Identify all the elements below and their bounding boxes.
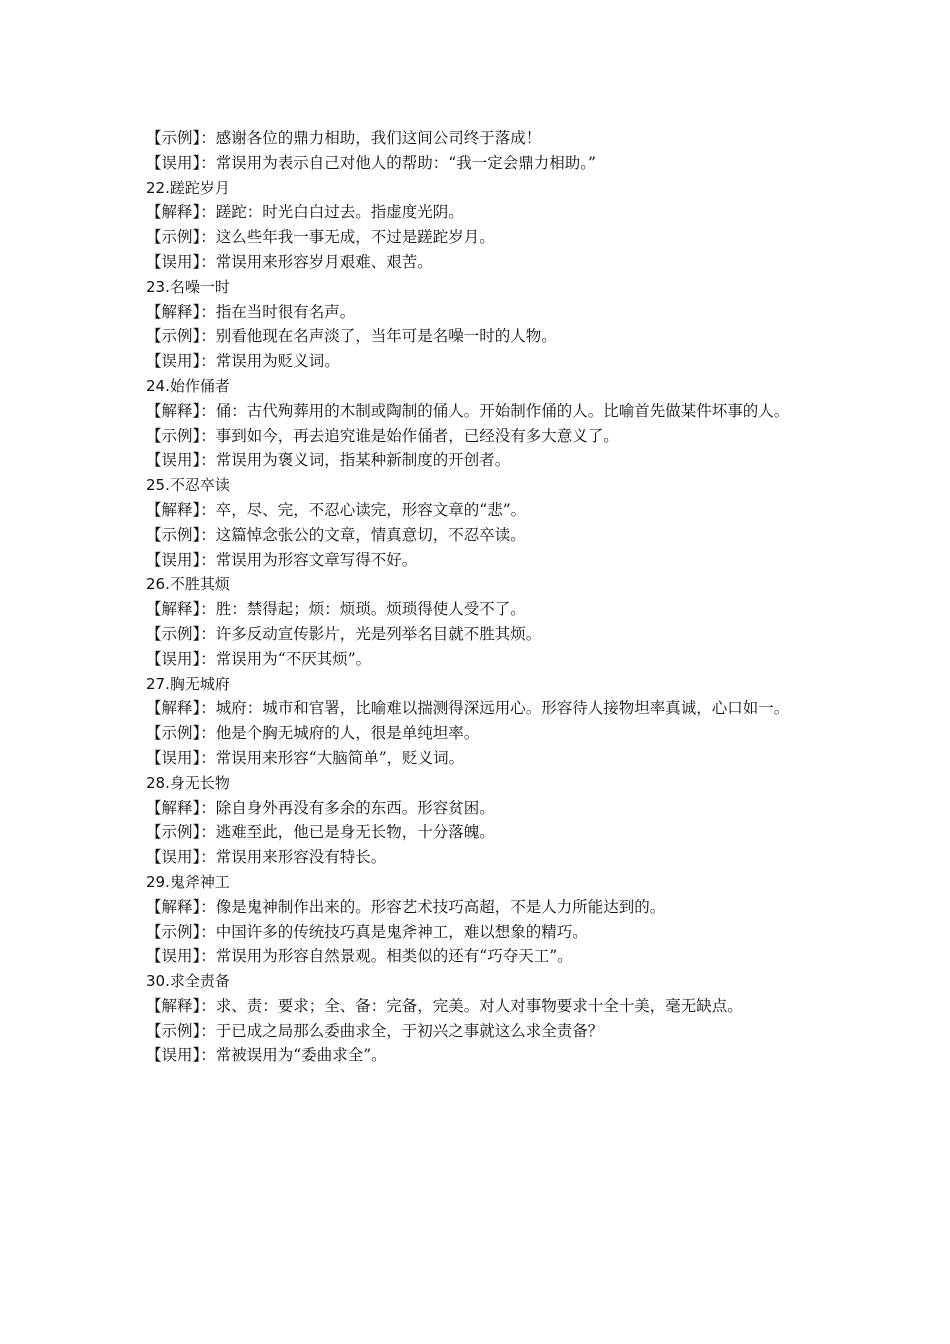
- idiom-detail-line: [146, 746, 816, 771]
- field-tag: 【示例】: [146, 228, 201, 247]
- field-text: ：逃难至此，他已是身无长物，十分落魄。: [200, 823, 495, 842]
- idiom-detail-line: [146, 225, 816, 250]
- idiom-heading: 22.蹉跎岁月: [146, 178, 230, 197]
- idiom-detail-line: [146, 696, 816, 721]
- field-text: ：求、责：要求；全、备：完备，完美。对人对事物要求十全十美，毫无缺点。: [200, 996, 743, 1015]
- field-text: ：卒，尽、完，不忍心读完，形容文章的“悲”。: [200, 500, 527, 519]
- field-tag: 【解释】: [146, 500, 201, 519]
- field-text: ：像是鬼神制作出来的。形容艺术技巧高超，不是人力所能达到的。: [200, 897, 666, 916]
- field-text: ：于已成之局那么委曲求全，于初兴之事就这么求全责备？: [200, 1021, 604, 1040]
- idiom-heading: 28.身无长物: [146, 773, 230, 792]
- field-text: ：常误用来形容“大脑简单”，贬义词。: [200, 748, 465, 767]
- idiom-detail-line: [146, 820, 816, 845]
- field-tag: 【示例】: [146, 525, 201, 544]
- field-text: ：中国许多的传统技巧真是鬼斧神工，难以想象的精巧。: [200, 922, 588, 941]
- field-tag: 【示例】: [146, 129, 201, 147]
- field-text: ：许多反动宣传影片，光是列举名目就不胜其烦。: [200, 624, 542, 643]
- idiom-heading: 24.始作俑者: [146, 376, 230, 395]
- idiom-detail-line: [146, 324, 816, 349]
- idiom-detail-line: [146, 944, 816, 969]
- field-tag: 【解释】: [146, 996, 201, 1015]
- idiom-detail-line: [146, 424, 816, 449]
- idiom-detail-line: [146, 548, 816, 573]
- field-text: ：胜：禁得起；烦：烦琐。烦琐得使人受不了。: [200, 600, 526, 619]
- idiom-detail-line: [146, 126, 816, 151]
- field-tag: 【示例】: [146, 426, 201, 445]
- field-tag: 【解释】: [146, 302, 201, 321]
- field-tag: 【误用】: [146, 649, 201, 668]
- document-page: [146, 126, 816, 1068]
- field-text: ：蹉跎：时光白白过去。指虚度光阴。: [200, 203, 464, 222]
- field-tag: 【误用】: [146, 252, 201, 271]
- field-tag: 【示例】: [146, 724, 201, 743]
- field-tag: 【示例】: [146, 922, 201, 941]
- field-tag: 【误用】: [146, 748, 201, 767]
- field-text: ：城府：城市和官署，比喻难以揣测得深远用心。形容待人接物坦率真诚，心口如一。: [200, 699, 790, 718]
- idiom-detail-line: [146, 994, 816, 1019]
- idiom-detail-line: [146, 250, 816, 275]
- idiom-heading: 26.不胜其烦: [146, 575, 230, 594]
- idiom-heading: 25.不忍卒读: [146, 476, 230, 495]
- field-text: ：这么些年我一事无成，不过是蹉跎岁月。: [200, 228, 495, 247]
- idiom-detail-line: [146, 399, 816, 424]
- idiom-detail-line: [146, 448, 816, 473]
- field-tag: 【解释】: [146, 798, 201, 817]
- idiom-detail-line: [146, 200, 816, 225]
- field-text: ：指在当时很有名声。: [200, 302, 356, 321]
- field-tag: 【解释】: [146, 897, 201, 916]
- idiom-heading: 23.名噪一时: [146, 277, 230, 296]
- field-tag: 【误用】: [146, 352, 201, 371]
- idiom-detail-line: [146, 597, 816, 622]
- idiom-detail-line: [146, 647, 816, 672]
- field-tag: 【解释】: [146, 699, 201, 718]
- idiom-detail-line: [146, 1019, 816, 1044]
- field-tag: 【误用】: [146, 1046, 201, 1065]
- idiom-detail-line: [146, 151, 816, 176]
- idiom-heading: 27.胸无城府: [146, 674, 230, 693]
- field-tag: 【解释】: [146, 401, 201, 420]
- idiom-detail-line: [146, 796, 816, 821]
- field-text: ：常误用为形容自然景观。相类似的还有“巧夺天工”。: [200, 947, 573, 966]
- field-text: ：常误用为“不厌其烦”。: [200, 649, 372, 668]
- field-tag: 【解释】: [146, 203, 201, 222]
- field-text: ：俑：古代殉葬用的木制或陶制的俑人。开始制作俑的人。比喻首先做某件坏事的人。: [200, 401, 790, 420]
- field-tag: 【解释】: [146, 600, 201, 619]
- idiom-detail-line: [146, 523, 816, 548]
- field-text: ：这篇悼念张公的文章，情真意切，不忍卒读。: [200, 525, 526, 544]
- idiom-detail-line: [146, 622, 816, 647]
- field-tag: 【示例】: [146, 1021, 201, 1040]
- field-tag: 【误用】: [146, 153, 201, 172]
- field-tag: 【误用】: [146, 550, 201, 569]
- idiom-heading: 29.鬼斧神工: [146, 872, 230, 891]
- field-tag: 【误用】: [146, 947, 201, 966]
- idiom-detail-line: [146, 845, 816, 870]
- field-tag: 【示例】: [146, 823, 201, 842]
- field-text: ：常误用为表示自己对他人的帮助：“我一定会鼎力相助。”: [200, 153, 596, 172]
- idiom-detail-line: [146, 920, 816, 945]
- field-text: ：常误用为贬义词。: [200, 352, 340, 371]
- field-text: ：他是个胸无城府的人，很是单纯坦率。: [200, 724, 480, 743]
- field-tag: 【误用】: [146, 848, 201, 867]
- idiom-detail-line: [146, 721, 816, 746]
- idiom-detail-line: [146, 300, 816, 325]
- field-text: ：事到如今，再去追究谁是始作俑者，已经没有多大意义了。: [200, 426, 619, 445]
- idiom-detail-line: [146, 895, 816, 920]
- field-text: ：别看他现在名声淡了，当年可是名噪一时的人物。: [200, 327, 557, 346]
- field-text: ：常误用来形容岁月艰难、艰苦。: [200, 252, 433, 271]
- field-tag: 【示例】: [146, 327, 201, 346]
- field-text: ：除自身外再没有多余的东西。形容贫困。: [200, 798, 495, 817]
- idiom-heading: 30.求全责备: [146, 972, 230, 991]
- idiom-detail-line: [146, 498, 816, 523]
- field-text: ：感谢各位的鼎力相助，我们这间公司终于落成！: [200, 129, 542, 147]
- field-tag: 【误用】: [146, 451, 201, 470]
- field-text: ：常误用来形容没有特长。: [200, 848, 387, 867]
- field-text: ：常误用为褒义词，指某种新制度的开创者。: [200, 451, 511, 470]
- field-text: ：常误用为形容文章写得不好。: [200, 550, 418, 569]
- idiom-detail-line: [146, 349, 816, 374]
- idiom-detail-line: [146, 1043, 816, 1068]
- field-text: ：常被误用为“委曲求全”。: [200, 1046, 387, 1065]
- field-tag: 【示例】: [146, 624, 201, 643]
